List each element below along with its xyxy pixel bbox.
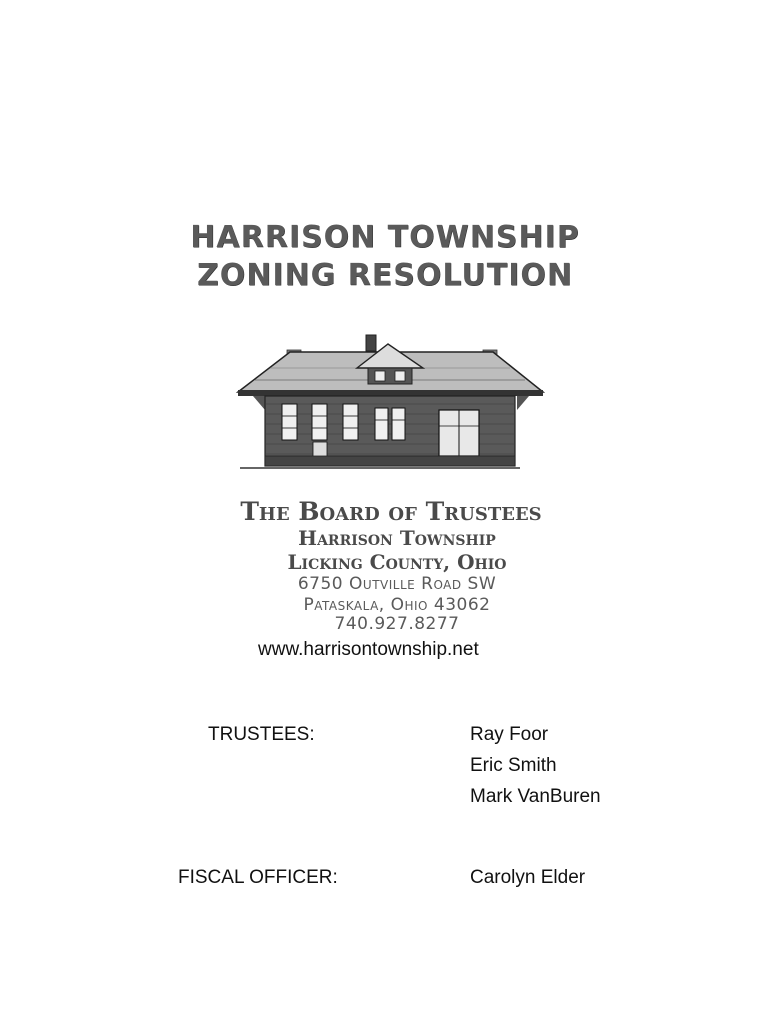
board-heading: The Board of Trustees <box>240 497 542 526</box>
trustee-name: Ray Foor <box>470 724 549 745</box>
trustee-name: Mark VanBuren <box>470 786 601 807</box>
county-name: Licking County, Ohio <box>287 550 507 574</box>
trustee-name: Eric Smith <box>470 755 557 776</box>
city-state-zip: Pataskala, Ohio 43062 <box>303 595 491 615</box>
title-line-1: HARRISON TOWNSHIP <box>190 220 580 255</box>
building-illustration <box>235 330 545 475</box>
website-link[interactable]: www.harrisontownship.net <box>258 639 479 660</box>
title-line-2: ZONING RESOLUTION <box>196 258 574 293</box>
trustees-label: TRUSTEES: <box>208 724 315 745</box>
fiscal-officer-name: Carolyn Elder <box>470 867 586 888</box>
fiscal-officer-label: FISCAL OFFICER: <box>178 867 338 888</box>
street-address: 6750 Outville Road SW <box>297 574 497 594</box>
phone-number: 740.927.8277 <box>334 614 460 634</box>
township-name: Harrison Township <box>298 526 496 550</box>
